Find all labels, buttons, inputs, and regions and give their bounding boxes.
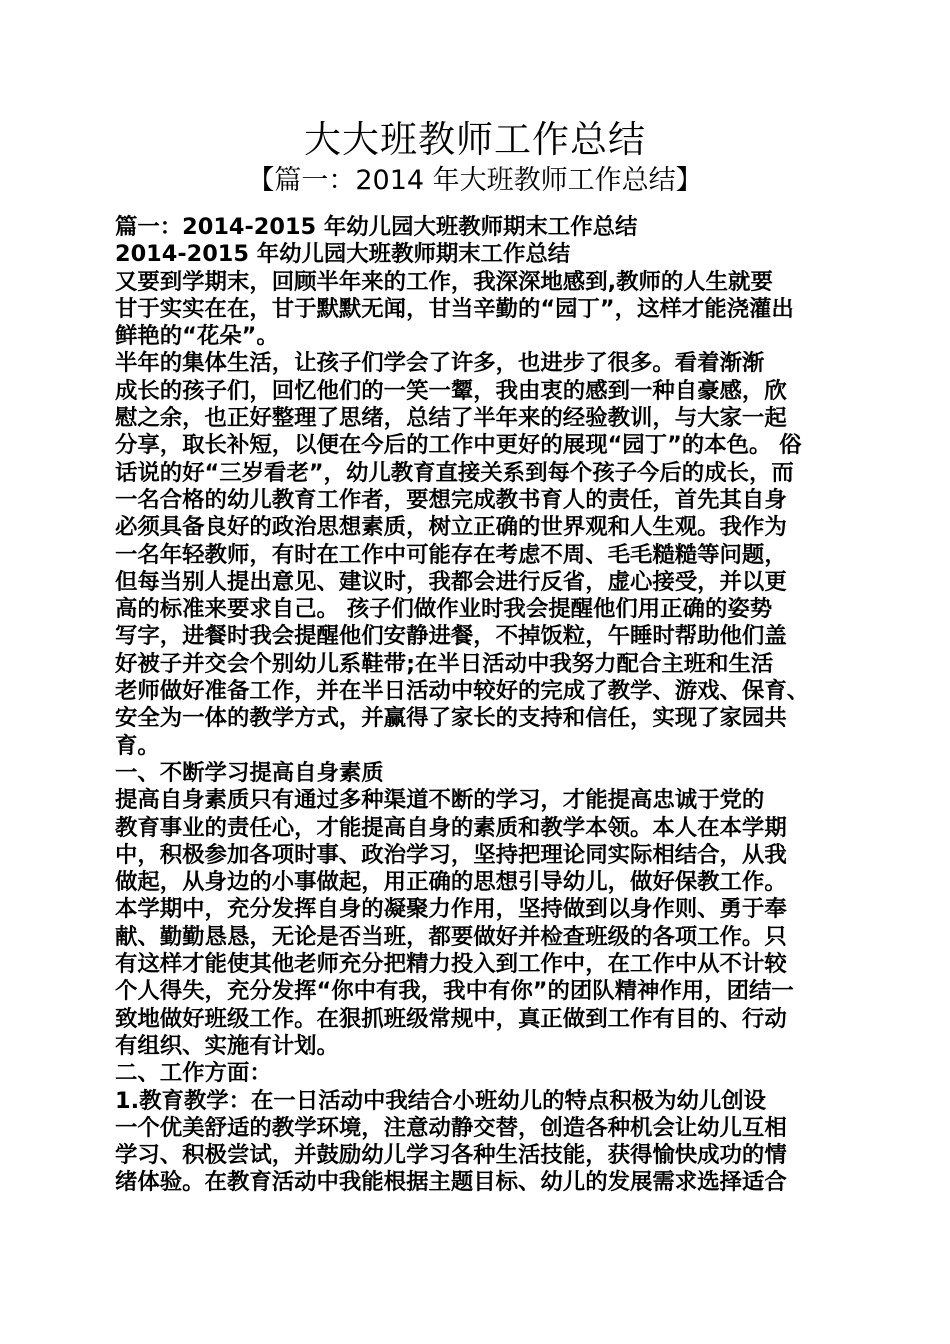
body-line: 一个优美舒适的教学环境，注意动静交替，创造各种机会让幼儿互相 xyxy=(115,1114,787,1141)
body-line: 话说的好“三岁看老”，幼儿教育直接关系到每个孩子今后的成长，而 xyxy=(115,459,794,486)
body-line: 做起，从身边的小事做起，用正确的思想引导幼儿，做好保教工作。 xyxy=(115,869,787,896)
body-line: 成长的孩子们，回忆他们的一笑一颦，我由衷的感到一种自豪感，欣 xyxy=(115,377,787,404)
body-line: 一名合格的幼儿教育工作者，要想完成教书育人的责任，首先其自身 xyxy=(115,486,787,513)
body-line: 篇一：2014-2015 年幼儿园大班教师期末工作总结 xyxy=(115,214,638,240)
body-line: 好被子并交会个别幼儿系鞋带;在半日活动中我努力配合主班和生活 xyxy=(115,650,774,677)
body-line: 献、勤勤恳恳，无论是否当班，都要做好并检查班级的各项工作。只 xyxy=(115,923,787,950)
body-line: 又要到学期末，回顾半年来的工作，我深深地感到,教师的人生就要 xyxy=(115,268,773,295)
document-title: 大大班教师工作总结 xyxy=(304,118,646,161)
body-line: 2014-2015 年幼儿园大班教师期末工作总结 xyxy=(115,241,571,268)
body-line: 学习、积极尝试，并鼓励幼儿学习各种生活技能，获得愉快成功的情 xyxy=(115,1142,787,1169)
body-line: 提高自身素质只有通过多种渠道不断的学习，才能提高忠诚于党的 xyxy=(115,787,765,814)
body-line: 致地做好班级工作。在狠抓班级常规中，真正做到工作有目的、行动 xyxy=(115,1005,787,1032)
body-line: 必须具备良好的政治思想素质，树立正确的世界观和人生观。我作为 xyxy=(115,514,787,541)
body-line: 慰之余，也正好整理了思绪，总结了半年来的经验教训，与大家一起 xyxy=(115,405,787,432)
document-subtitle: 【篇一：2014 年大班教师工作总结】 xyxy=(247,165,703,196)
document-body xyxy=(115,214,837,1197)
body-line: 高的标准来要求自己。 孩子们做作业时我会提醒他们用正确的姿势 xyxy=(115,596,773,623)
body-line: 但每当别人提出意见、建议时，我都会进行反省，虚心接受，并以更 xyxy=(115,568,787,595)
body-line: 1.教育教学：在一日活动中我结合小班幼儿的特点积极为幼儿创设 xyxy=(115,1087,767,1114)
body-line: 写字，进餐时我会提醒他们安静进餐，不掉饭粒，午睡时帮助他们盖 xyxy=(115,623,787,650)
body-line: 绪体验。在教育活动中我能根据主题目标、幼儿的发展需求选择适合 xyxy=(115,1169,787,1196)
body-line: 本学期中，充分发挥自身的凝聚力作用，坚持做到以身作则、勇于奉 xyxy=(115,896,787,923)
body-line: 有组织、实施有计划。 xyxy=(115,1032,339,1059)
body-line: 安全为一体的教学方式，并赢得了家长的支持和信任，实现了家园共 xyxy=(115,705,787,732)
body-line: 老师做好准备工作，并在半日活动中较好的完成了教学、游戏、保育、 xyxy=(115,678,810,705)
body-line: 分享，取长补短，以便在今后的工作中更好的展现“园丁”的本色。 俗 xyxy=(115,432,802,459)
body-line: 一、不断学习提高自身素质 xyxy=(115,759,384,786)
body-line: 甘于实实在在，甘于默默无闻，甘当辛勤的“园丁”，这样才能浇灌出 xyxy=(115,295,794,322)
body-line: 教育事业的责任心，才能提高自身的素质和教学本领。本人在本学期 xyxy=(115,814,787,841)
body-line: 中，积极参加各项时事、政治学习，坚持把理论同实际相结合，从我 xyxy=(115,841,787,868)
body-line: 鲜艳的“花朵”。 xyxy=(115,323,279,350)
body-line: 半年的集体生活，让孩子们学会了许多，也进步了很多。看着渐渐 xyxy=(115,350,765,377)
body-line: 二、工作方面： xyxy=(115,1060,272,1087)
body-line: 有这样才能使其他老师充分把精力投入到工作中，在工作中从不计较 xyxy=(115,951,787,978)
body-line: 育。 xyxy=(115,732,160,759)
body-line: 个人得失，充分发挥“你中有我，我中有你”的团队精神作用，团结一 xyxy=(115,978,794,1005)
body-line: 一名年轻教师，有时在工作中可能存在考虑不周、毛毛糙糙等问题， xyxy=(115,541,787,568)
